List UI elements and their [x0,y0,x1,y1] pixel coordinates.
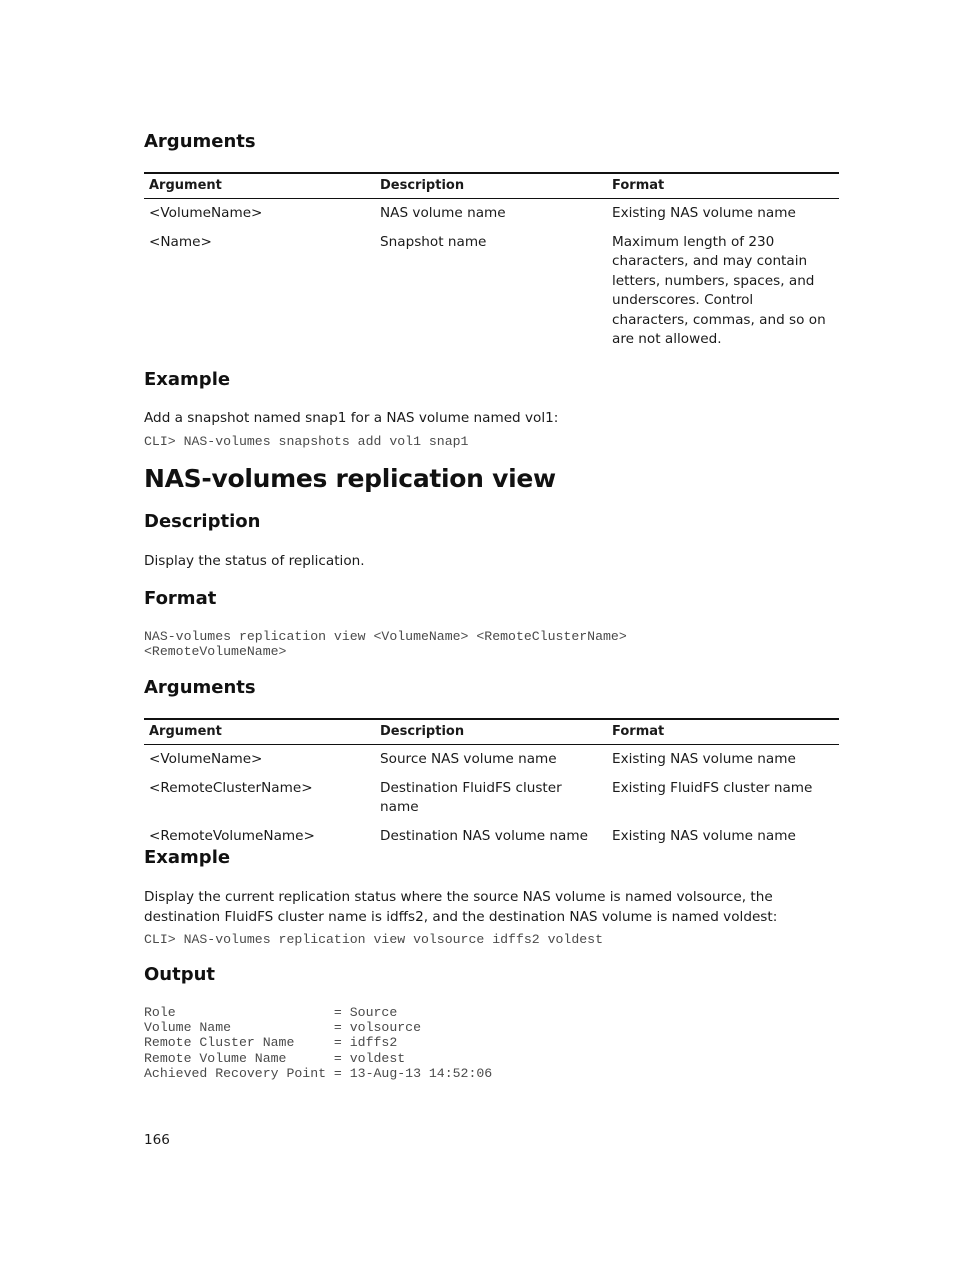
cell-format: Existing NAS volume name [612,205,796,221]
page-number: 166 [144,1132,170,1148]
output-heading: Output [144,964,216,985]
example-text-2: Display the current replication status where the source NAS volume is named volsource, the destination FluidFS cluster name is idffs2, and the destination NAS volume is named voldest: [144,889,778,925]
cell-format: Maximum length of 230 characters, and may contain letters, numbers, spaces, and underscores. Control characters, commas, and so on are not allowed. [612,233,826,347]
cell-description: Source NAS volume name [380,751,557,767]
table-row [144,199,839,228]
example-code-1: CLI> NAS-volumes snapshots add vol1 snap1 [144,434,469,449]
description-text: Display the status of replication. [144,553,365,569]
cell-argument: <RemoteVolumeName> [149,827,315,844]
cell-argument: <VolumeName> [149,751,263,767]
arguments-heading-2: Arguments [144,677,256,698]
cell-argument: <Name> [149,233,212,250]
cell-description: Destination NAS volume name [380,827,588,844]
column-header-argument: Argument [144,173,375,199]
column-header-description: Description [375,173,607,199]
cell-description: Snapshot name [380,233,487,250]
column-header-argument: Argument [144,719,375,745]
table-row [144,822,839,851]
column-header-format: Format [607,719,839,745]
table-header-row [144,719,839,745]
arguments-heading-1: Arguments [144,131,256,152]
description-heading: Description [144,511,261,532]
section-title: NAS-volumes replication view [144,464,556,493]
cell-argument: <RemoteClusterName> [149,779,313,796]
output-code: Role = Source Volume Name = volsource Remote Cluster Name = idffs2 Remote Volume Name = voldest Achieved Recovery Point = 13-Aug-13 14:52:06 [144,1005,493,1081]
table-row [144,774,839,822]
table-header-row [144,173,839,199]
table-row [144,228,839,354]
arguments-table-2 [144,718,839,850]
example-text-1: Add a snapshot named snap1 for a NAS volume named vol1: [144,410,559,426]
cell-format: Existing NAS volume name [612,827,796,844]
arguments-table-1 [144,172,839,354]
cell-description: NAS volume name [380,205,506,221]
cell-description: Destination FluidFS cluster name [380,779,562,815]
table-row [144,745,839,774]
column-header-format: Format [607,173,839,199]
format-heading: Format [144,588,217,609]
column-header-description: Description [375,719,607,745]
example-heading-1: Example [144,369,231,390]
format-code: NAS-volumes replication view <VolumeName> <RemoteClusterName> <RemoteVolumeName> [144,629,627,660]
example-code-2: CLI> NAS-volumes replication view volsource idffs2 voldest [144,932,603,947]
cell-format: Existing NAS volume name [612,751,796,767]
cell-format: Existing FluidFS cluster name [612,779,813,796]
example-heading-2: Example [144,847,231,868]
cell-argument: <VolumeName> [149,205,263,221]
